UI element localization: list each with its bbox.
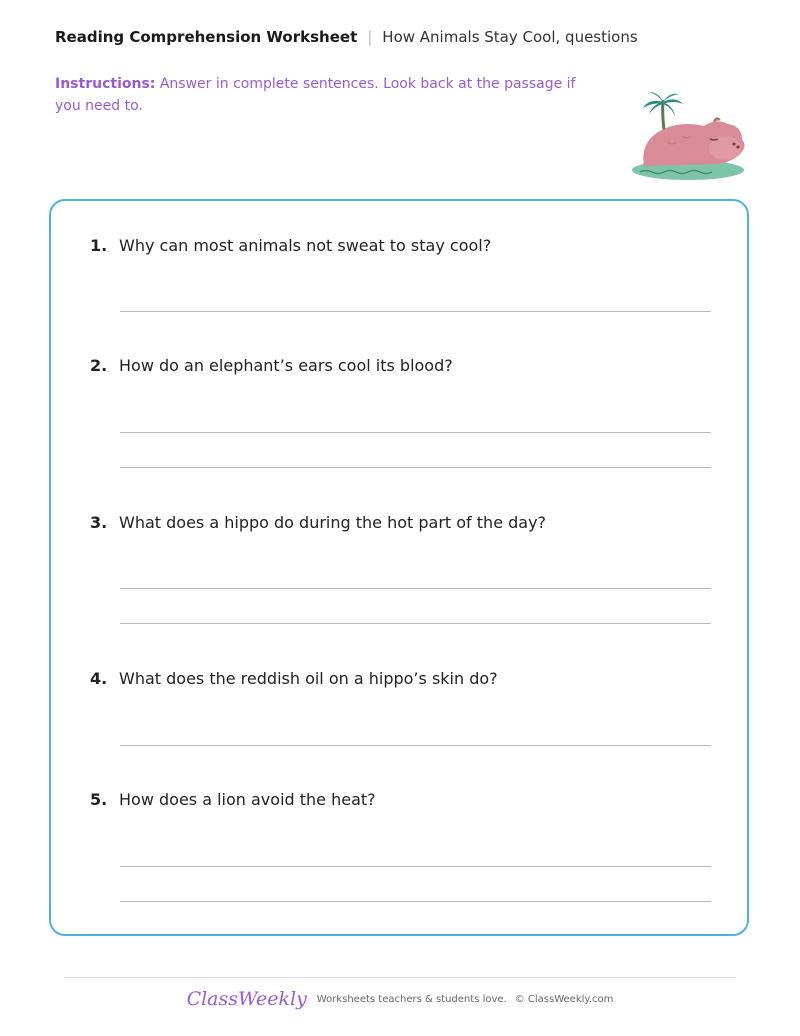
answer-line[interactable] bbox=[120, 467, 711, 468]
question-text: How do an elephant’s ears cool its blood? bbox=[119, 356, 453, 375]
answer-line[interactable] bbox=[120, 901, 711, 902]
question-text: Why can most animals not sweat to stay cool? bbox=[119, 236, 492, 255]
answer-line[interactable] bbox=[120, 623, 711, 624]
instructions-text: Answer in complete sentences. Look back at the passage if you need to. bbox=[55, 76, 576, 114]
footer-tagline: Worksheets teachers & students love. bbox=[316, 993, 507, 1005]
question-number: 1. bbox=[90, 236, 108, 255]
question-2 bbox=[90, 355, 453, 377]
question-text: How does a lion avoid the heat? bbox=[119, 790, 376, 809]
answer-line[interactable] bbox=[120, 866, 711, 867]
header-separator: | bbox=[367, 28, 373, 46]
question-number: 5. bbox=[90, 790, 108, 809]
question-5 bbox=[90, 789, 376, 811]
worksheet-subtitle: How Animals Stay Cool, questions bbox=[382, 28, 638, 46]
question-number: 3. bbox=[90, 513, 108, 532]
answer-line[interactable] bbox=[120, 311, 711, 312]
question-text: What does the reddish oil on a hippo’s skin do? bbox=[119, 669, 498, 688]
hippo-with-palm-tree-icon bbox=[628, 92, 752, 184]
worksheet-header bbox=[55, 27, 638, 47]
question-3 bbox=[90, 512, 546, 534]
worksheet-title: Reading Comprehension Worksheet bbox=[55, 28, 358, 46]
question-1 bbox=[90, 235, 491, 257]
footer-divider bbox=[64, 977, 736, 978]
footer bbox=[0, 988, 800, 1010]
question-text: What does a hippo do during the hot part of the day? bbox=[119, 513, 547, 532]
question-number: 2. bbox=[90, 356, 108, 375]
answer-line[interactable] bbox=[120, 432, 711, 433]
questions-box bbox=[49, 199, 749, 936]
question-4 bbox=[90, 668, 498, 690]
brand-logo: ClassWeekly bbox=[186, 988, 307, 1010]
answer-line[interactable] bbox=[120, 588, 711, 589]
instructions-label: Instructions: bbox=[55, 76, 156, 92]
question-number: 4. bbox=[90, 669, 108, 688]
instructions bbox=[55, 73, 595, 117]
answer-line[interactable] bbox=[120, 745, 711, 746]
footer-copyright: © ClassWeekly.com bbox=[514, 993, 614, 1005]
